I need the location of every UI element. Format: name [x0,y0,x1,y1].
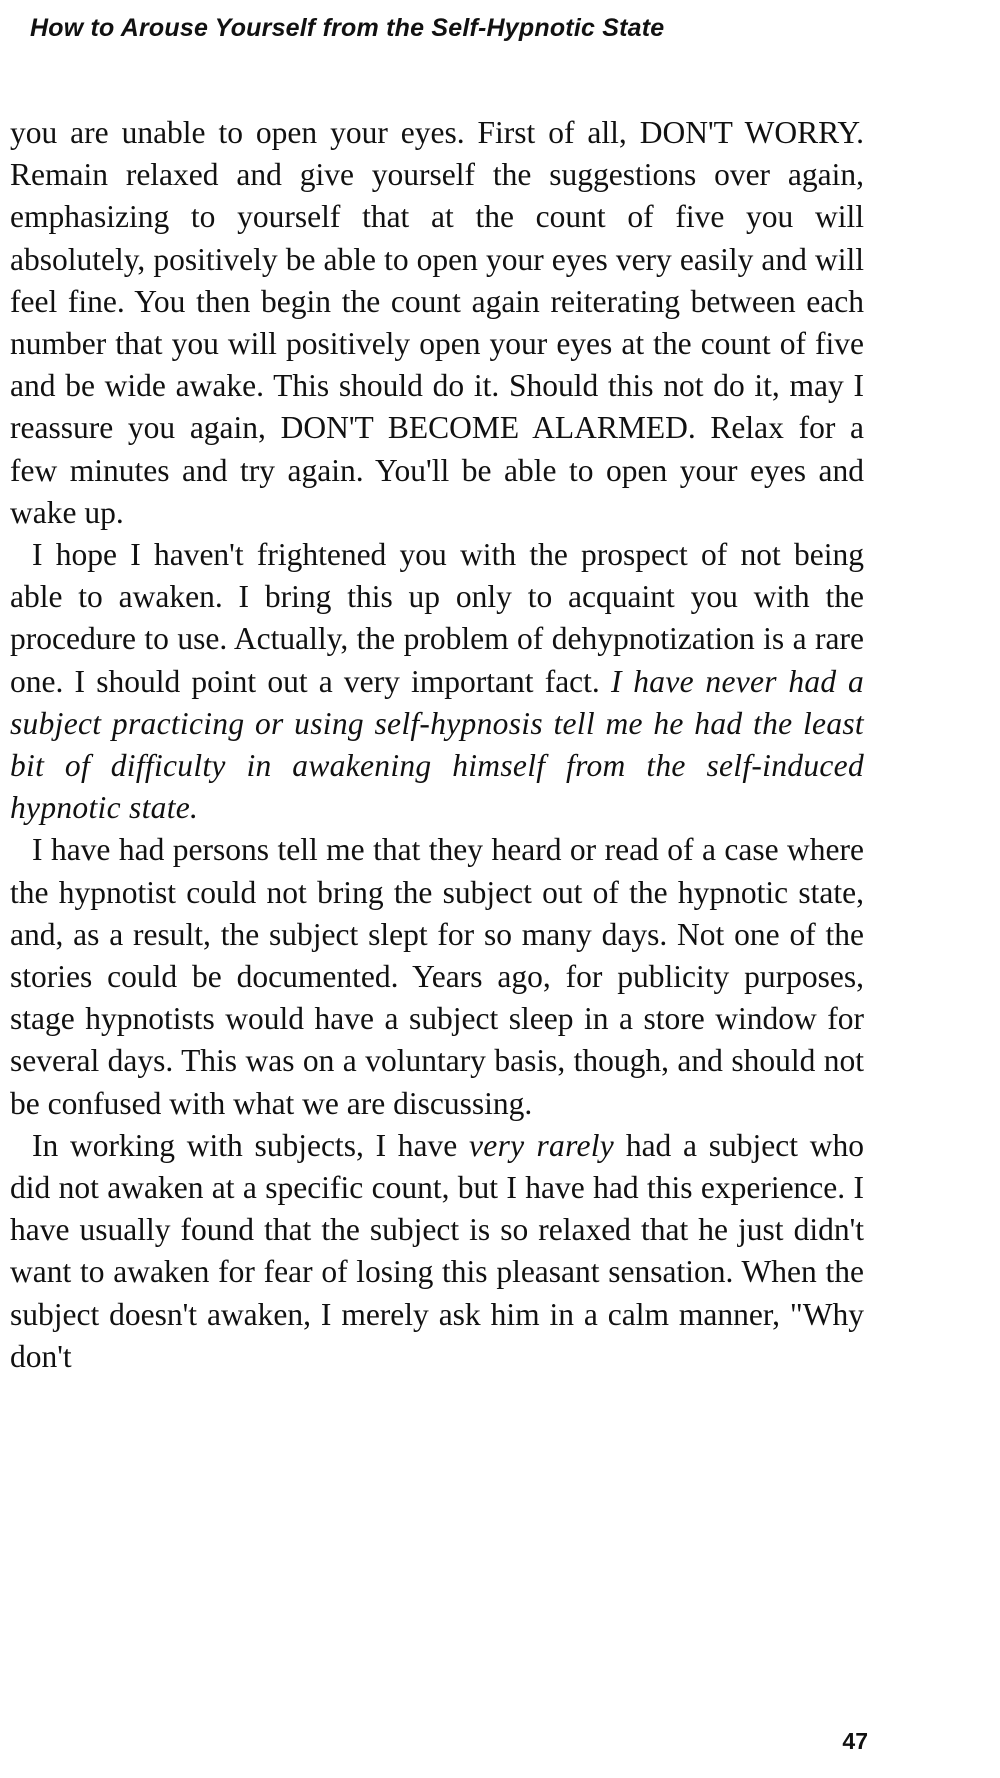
page-number: 47 [842,1728,868,1754]
paragraph-4 [10,1125,864,1378]
paragraph-4-text-end: had a subject who did not awaken at a specific count, but I have had this experience. I have usually found that the subject is so relaxed that he just didn't want to awaken for fear of losing this pleasant sensation. When the subject doesn't awaken, I merely ask him in a calm manner, "Why don't [10,1127,864,1374]
paragraph-1-text: you are unable to open your eyes. First of all, DON'T WORRY. Remain relaxed and give yourself the suggestions over again, emphasizing to yourself that at the count of five you will absolutely, positively be able to open your eyes very easily and will feel fine. You then begin the count again reiterating between each number that you will positively open your eyes at the count of five and be wide awake. This should do it. Should this not do it, may I reassure you again, DON'T BECOME ALARMED. Relax for a few minutes and try again. You'll be able to open your eyes and wake up. [10,115,864,530]
paragraph-3-text: I have had persons tell me that they heard or read of a case where the hypnotist could not bring the subject out of the hypnotic state, and, as a result, the subject slept for so many days. Not one of the stories could be documented. Years ago, for publicity purposes, stage hypnotists would have a subject sleep in a store window for several days. This was on a voluntary basis, though, and should not be confused with what we are discussing. [10,832,864,1121]
paragraph-2-emphasis: I have never had a subject practicing or using self-hypnosis tell me he had the least bit of difficulty in awakening himself from the self-induced hypnotic state. [10,663,865,826]
paragraph-2-text: I hope I haven't frightened you with the prospect of not being able to awaken. I bring this up only to acquaint you with the procedure to use. Actually, the problem of dehypnotization is a rare one. I should point out a very important fact. [10,537,864,699]
paragraph-3 [10,829,864,1124]
paragraph-2 [10,534,864,829]
body-text [10,112,864,1378]
paragraph-4-text-start: In working with subjects, I have [32,1127,470,1163]
paragraph-1 [10,112,864,534]
paragraph-4-emphasis: very rarely [469,1127,615,1163]
running-head: How to Arouse Yourself from the Self-Hypnotic State [30,14,665,42]
